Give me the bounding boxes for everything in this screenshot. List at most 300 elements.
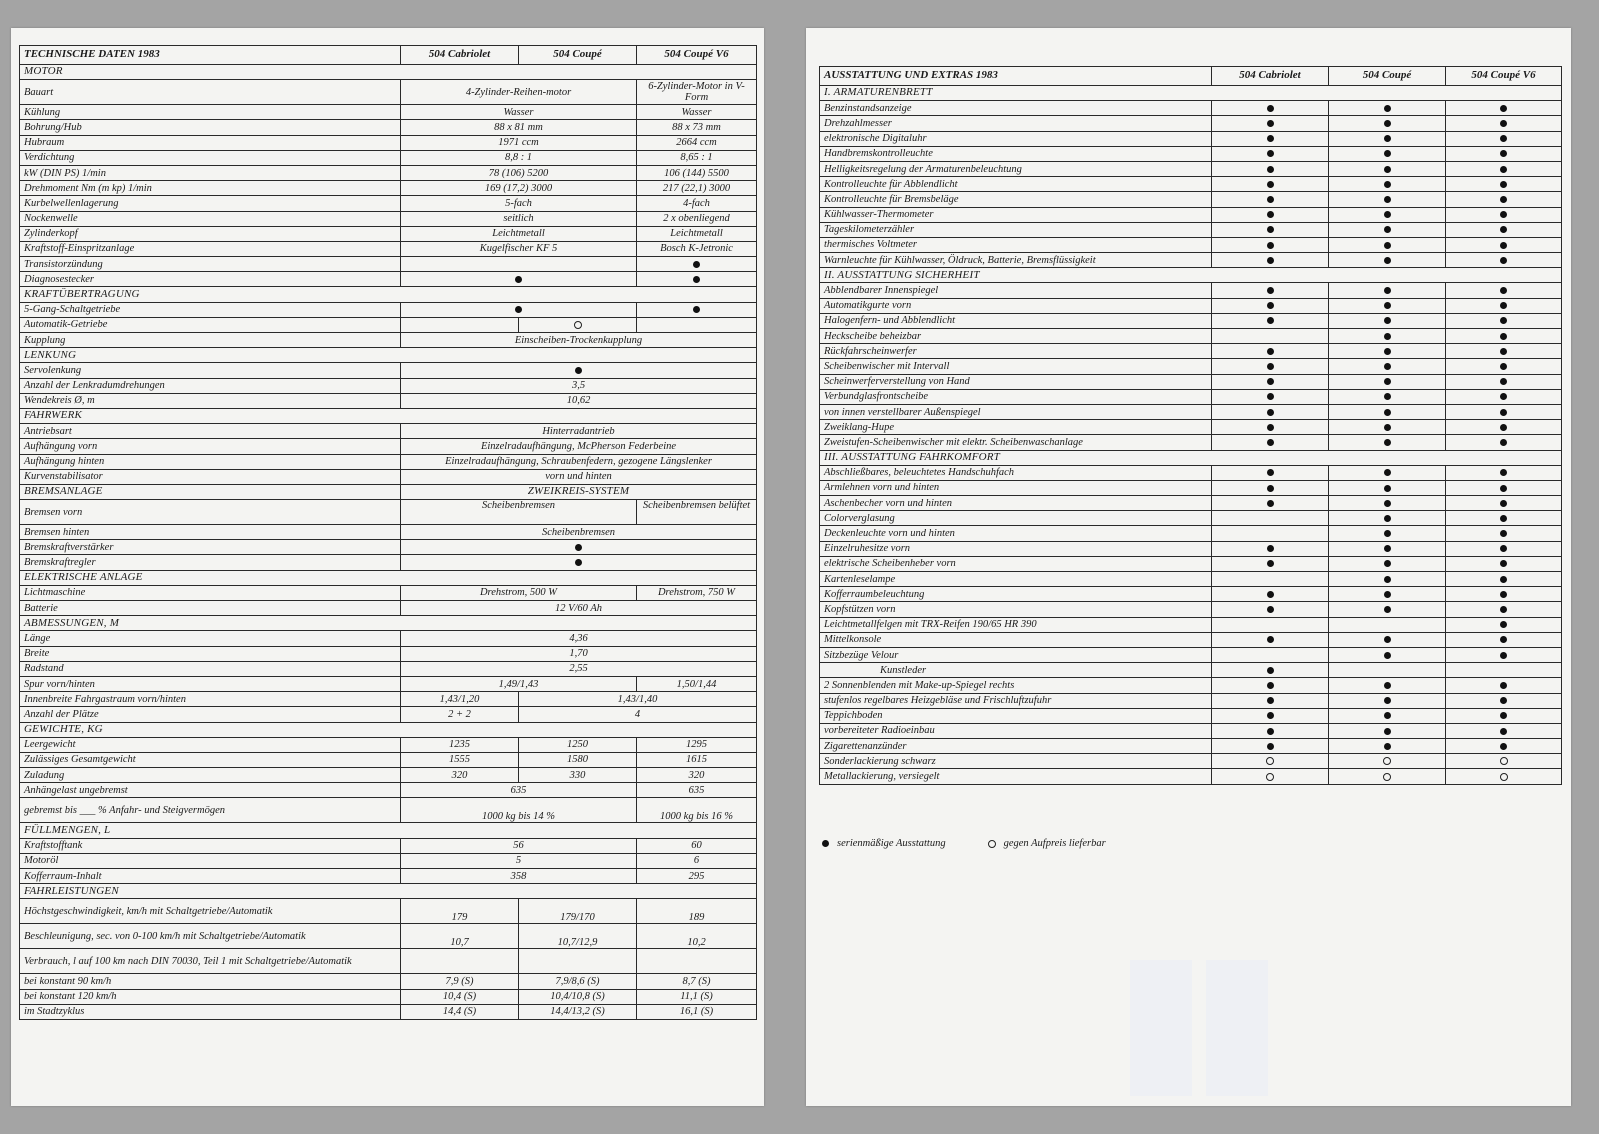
row-label: Tageskilometerzähler — [820, 222, 1212, 237]
filled-dot-icon — [1267, 682, 1274, 689]
filled-dot-icon — [1267, 287, 1274, 294]
value-cell — [1212, 116, 1329, 131]
table-row — [20, 120, 757, 135]
filled-dot-icon — [1500, 211, 1507, 218]
value-cell: 1,43/1,20 — [401, 692, 519, 707]
row-label: von innen verstellbarer Außenspiegel — [820, 404, 1212, 419]
filled-dot-icon — [1500, 105, 1507, 112]
value-cell — [1329, 146, 1446, 161]
filled-dot-icon — [1500, 500, 1507, 507]
filled-dot-icon — [1384, 105, 1391, 112]
filled-dot-icon — [1267, 348, 1274, 355]
value-cell — [1212, 420, 1329, 435]
filled-dot-icon — [1384, 393, 1391, 400]
table-row — [820, 754, 1562, 769]
filled-dot-icon — [1500, 409, 1507, 416]
value-cell — [1446, 389, 1562, 404]
section-title: FAHRWERK — [20, 408, 757, 423]
value-cell: ZWEIKREIS-SYSTEM — [401, 484, 757, 499]
value-cell: Hinterradantrieb — [401, 424, 757, 439]
table-row — [20, 424, 757, 439]
row-label: Drehzahlmesser — [820, 116, 1212, 131]
value-cell — [1212, 253, 1329, 268]
row-label: Benzinstandsanzeige — [820, 101, 1212, 116]
value-cell — [1212, 739, 1329, 754]
value-cell — [1446, 739, 1562, 754]
table-row — [20, 135, 757, 150]
table-row — [820, 207, 1562, 222]
value-cell — [1212, 146, 1329, 161]
table-row — [20, 601, 757, 616]
row-label: Deckenleuchte vorn und hinten — [820, 526, 1212, 541]
table-title: AUSSTATTUNG UND EXTRAS 1983 — [820, 67, 1212, 86]
value-cell: 14,4/13,2 (S) — [519, 1004, 637, 1019]
value-cell: 60 — [637, 838, 757, 853]
filled-dot-icon — [1500, 363, 1507, 370]
row-label: Verbundglasfrontscheibe — [820, 389, 1212, 404]
value-cell — [1446, 207, 1562, 222]
value-cell: 2664 ccm — [637, 135, 757, 150]
value-cell — [1446, 101, 1562, 116]
filled-dot-icon — [1267, 636, 1274, 643]
table-row — [20, 540, 757, 555]
row-label: Helligkeitsregelung der Armaturenbeleuchtung — [820, 161, 1212, 176]
value-cell — [1212, 708, 1329, 723]
table-row — [20, 869, 757, 884]
open-circle-icon — [1500, 773, 1508, 781]
table-row — [20, 333, 757, 348]
value-cell — [1446, 556, 1562, 571]
value-cell — [1329, 678, 1446, 693]
filled-dot-icon — [1267, 545, 1274, 552]
filled-dot-icon — [1384, 560, 1391, 567]
filled-dot-icon — [1267, 591, 1274, 598]
row-label: Kühlwasser-Thermometer — [820, 207, 1212, 222]
section-title: III. AUSSTATTUNG FAHRKOMFORT — [820, 450, 1562, 465]
value-cell: 4-fach — [637, 196, 757, 211]
filled-dot-icon — [1267, 485, 1274, 492]
value-cell — [1329, 480, 1446, 495]
value-cell: seitlich — [401, 211, 637, 226]
value-cell — [1329, 116, 1446, 131]
filled-dot-icon — [693, 276, 700, 283]
section-header-row — [820, 86, 1562, 101]
value-cell: 4-Zylinder-Reihen-motor — [401, 80, 637, 105]
value-cell — [1446, 647, 1562, 662]
row-label: 2 Sonnenblenden mit Make-up-Spiegel rechts — [820, 678, 1212, 693]
value-cell — [637, 317, 757, 332]
value-cell — [1212, 526, 1329, 541]
table-row — [820, 663, 1562, 678]
filled-dot-icon — [1267, 439, 1274, 446]
table-row — [20, 899, 757, 924]
table-row — [20, 525, 757, 540]
row-label: Rückfahrscheinwerfer — [820, 344, 1212, 359]
filled-dot-icon — [1384, 348, 1391, 355]
value-cell — [1329, 161, 1446, 176]
filled-dot-icon — [1267, 393, 1274, 400]
row-label: Leergewicht — [20, 737, 401, 752]
value-cell — [1329, 556, 1446, 571]
value-cell — [1329, 526, 1446, 541]
value-cell — [1329, 617, 1446, 632]
value-cell — [1212, 313, 1329, 328]
value-cell: 320 — [637, 768, 757, 783]
table-row — [20, 924, 757, 949]
value-cell: 1000 kg bis 14 % — [401, 798, 637, 823]
filled-dot-icon — [1500, 515, 1507, 522]
row-label: Zweiklang-Hupe — [820, 420, 1212, 435]
value-cell: 1555 — [401, 752, 519, 767]
value-cell — [1446, 708, 1562, 723]
filled-dot-icon — [1384, 697, 1391, 704]
value-cell — [1446, 116, 1562, 131]
value-cell — [637, 949, 757, 974]
value-cell — [1329, 587, 1446, 602]
value-cell — [1212, 617, 1329, 632]
value-cell: 5 — [401, 853, 637, 868]
row-label: Sitzbezüge Velour — [820, 647, 1212, 662]
filled-dot-icon — [1384, 439, 1391, 446]
row-label: Bremskraftverstärker — [20, 540, 401, 555]
table-row — [20, 798, 757, 823]
value-cell — [637, 272, 757, 287]
equipment-table — [819, 66, 1562, 785]
technical-data-table — [19, 45, 757, 1020]
row-label: Motoröl — [20, 853, 401, 868]
row-label: Metallackierung, versiegelt — [820, 769, 1212, 784]
row-label: 5-Gang-Schaltgetriebe — [20, 302, 401, 317]
value-cell: 179 — [401, 899, 519, 924]
value-cell — [1329, 359, 1446, 374]
table-row — [820, 739, 1562, 754]
column-header: 504 Cabriolet — [401, 46, 519, 65]
table-row — [20, 853, 757, 868]
filled-dot-icon — [1267, 424, 1274, 431]
filled-dot-icon — [1267, 409, 1274, 416]
filled-dot-icon — [1500, 317, 1507, 324]
legend-optional — [988, 838, 1106, 849]
section-header-row — [20, 884, 757, 899]
row-label: Mittelkonsole — [820, 632, 1212, 647]
value-cell: 2 x obenliegend — [637, 211, 757, 226]
value-cell — [1329, 207, 1446, 222]
row-label: elektronische Digitaluhr — [820, 131, 1212, 146]
filled-dot-icon — [1384, 636, 1391, 643]
row-label: Zylinderkopf — [20, 226, 401, 241]
filled-dot-icon — [1384, 712, 1391, 719]
filled-dot-icon — [1267, 150, 1274, 157]
row-label: Höchstgeschwindigkeit, km/h mit Schaltgetriebe/Automatik — [20, 899, 401, 924]
value-cell — [1212, 587, 1329, 602]
filled-dot-icon — [1384, 530, 1391, 537]
row-label: Beschleunigung, sec. von 0-100 km/h mit Schaltgetriebe/Automatik — [20, 924, 401, 949]
row-label: Zulässiges Gesamtgewicht — [20, 752, 401, 767]
filled-dot-icon — [1384, 591, 1391, 598]
row-label: bei konstant 90 km/h — [20, 974, 401, 989]
row-label: Kraftstofftank — [20, 838, 401, 853]
section-header-row — [820, 450, 1562, 465]
row-label: im Stadtzyklus — [20, 1004, 401, 1019]
value-cell: Scheibenbremsen belüftet — [637, 500, 757, 525]
row-label: Kopfstützen vorn — [820, 602, 1212, 617]
filled-dot-icon — [1384, 196, 1391, 203]
legend — [822, 838, 1106, 849]
value-cell: 12 V/60 Ah — [401, 601, 757, 616]
table-row — [820, 435, 1562, 450]
row-label: Colorverglasung — [820, 511, 1212, 526]
filled-dot-icon — [1267, 712, 1274, 719]
open-circle-icon — [1266, 757, 1274, 765]
filled-dot-icon — [1267, 135, 1274, 142]
value-cell: Bosch K-Jetronic — [637, 241, 757, 256]
filled-dot-icon — [1500, 576, 1507, 583]
value-cell — [1329, 344, 1446, 359]
section-header-row — [20, 484, 757, 499]
filled-dot-icon — [1500, 257, 1507, 264]
filled-dot-icon — [1500, 743, 1507, 750]
value-cell — [1212, 496, 1329, 511]
table-row — [20, 393, 757, 408]
table-row — [820, 192, 1562, 207]
value-cell: Drehstrom, 750 W — [637, 585, 757, 600]
filled-dot-icon — [1500, 181, 1507, 188]
table-row — [820, 313, 1562, 328]
value-cell: 3,5 — [401, 378, 757, 393]
value-cell: Wasser — [401, 105, 637, 120]
table-row — [20, 165, 757, 180]
table-row — [20, 378, 757, 393]
row-label: Lichtmaschine — [20, 585, 401, 600]
filled-dot-icon — [1384, 378, 1391, 385]
row-label: Aufhängung hinten — [20, 454, 401, 469]
value-cell — [1329, 313, 1446, 328]
table-row — [820, 237, 1562, 252]
filled-dot-icon — [1384, 682, 1391, 689]
value-cell — [1212, 632, 1329, 647]
value-cell — [1329, 693, 1446, 708]
value-cell: 635 — [401, 783, 637, 798]
section-title: BREMSANLAGE — [20, 484, 401, 499]
section-header-row — [20, 823, 757, 838]
filled-dot-icon — [1384, 166, 1391, 173]
section-title: LENKUNG — [20, 348, 757, 363]
section-title: ELEKTRISCHE ANLAGE — [20, 570, 757, 585]
filled-dot-icon — [1500, 333, 1507, 340]
value-cell: 78 (106) 5200 — [401, 165, 637, 180]
row-label: Antriebsart — [20, 424, 401, 439]
value-cell — [1329, 283, 1446, 298]
filled-dot-icon — [1500, 150, 1507, 157]
row-label: Verbrauch, l auf 100 km nach DIN 70030, Teil 1 mit Schaltgetriebe/Automatik — [20, 949, 401, 974]
row-label: Warnleuchte für Kühlwasser, Öldruck, Batterie, Bremsflüssigkeit — [820, 253, 1212, 268]
filled-dot-icon — [1500, 469, 1507, 476]
table-row — [820, 708, 1562, 723]
value-cell: Einzelradaufhängung, Schraubenfedern, gezogene Längslenker — [401, 454, 757, 469]
value-cell — [1329, 420, 1446, 435]
value-cell: 6 — [637, 853, 757, 868]
value-cell — [1212, 131, 1329, 146]
table-row — [20, 150, 757, 165]
value-cell — [1212, 161, 1329, 176]
value-cell: 4,36 — [401, 631, 757, 646]
value-cell — [1329, 769, 1446, 784]
value-cell — [519, 949, 637, 974]
filled-dot-icon — [1500, 393, 1507, 400]
value-cell: 1971 ccm — [401, 135, 637, 150]
table-row — [20, 707, 757, 722]
value-cell: 1000 kg bis 16 % — [637, 798, 757, 823]
section-title: FAHRLEISTUNGEN — [20, 884, 757, 899]
value-cell — [1446, 723, 1562, 738]
open-circle-icon — [574, 321, 582, 329]
filled-dot-icon — [1267, 378, 1274, 385]
filled-dot-icon — [1267, 211, 1274, 218]
filled-dot-icon — [1267, 181, 1274, 188]
value-cell — [1446, 693, 1562, 708]
value-cell: 1295 — [637, 737, 757, 752]
row-label: Leichtmetallfelgen mit TRX-Reifen 190/65 HR 390 — [820, 617, 1212, 632]
filled-dot-icon — [1267, 120, 1274, 127]
filled-dot-icon — [1500, 485, 1507, 492]
value-cell: vorn und hinten — [401, 469, 757, 484]
value-cell — [1446, 329, 1562, 344]
value-cell: Scheibenbremsen — [401, 525, 757, 540]
value-cell — [1329, 389, 1446, 404]
filled-dot-icon — [1384, 606, 1391, 613]
value-cell — [1212, 344, 1329, 359]
value-cell — [1329, 131, 1446, 146]
table-row — [820, 496, 1562, 511]
table-row — [20, 585, 757, 600]
value-cell: 635 — [637, 783, 757, 798]
table-row — [20, 211, 757, 226]
value-cell — [1212, 602, 1329, 617]
row-label: Kupplung — [20, 333, 401, 348]
filled-dot-icon — [1500, 439, 1507, 446]
value-cell: 4 — [519, 707, 757, 722]
value-cell — [1446, 298, 1562, 313]
filled-dot-icon — [1384, 728, 1391, 735]
filled-dot-icon — [1500, 682, 1507, 689]
value-cell — [1446, 435, 1562, 450]
table-row — [820, 769, 1562, 784]
filled-dot-icon — [1384, 576, 1391, 583]
value-cell — [1446, 587, 1562, 602]
table-row — [20, 302, 757, 317]
section-header-row — [20, 616, 757, 631]
table-row — [820, 693, 1562, 708]
value-cell — [1446, 192, 1562, 207]
value-cell — [1446, 313, 1562, 328]
value-cell — [1329, 572, 1446, 587]
row-label: Radstand — [20, 661, 401, 676]
table-row — [820, 131, 1562, 146]
value-cell — [1446, 146, 1562, 161]
value-cell: Leichtmetall — [637, 226, 757, 241]
filled-dot-icon — [1500, 606, 1507, 613]
value-cell: 106 (144) 5500 — [637, 165, 757, 180]
value-cell: 88 x 81 mm — [401, 120, 637, 135]
value-cell: Einzelradaufhängung, McPherson Federbeine — [401, 439, 757, 454]
filled-dot-icon — [1500, 545, 1507, 552]
table-row — [20, 80, 757, 105]
value-cell — [1329, 754, 1446, 769]
filled-dot-icon — [1267, 560, 1274, 567]
table-row — [20, 752, 757, 767]
value-cell — [637, 302, 757, 317]
section-header-row — [20, 570, 757, 585]
faint-print-block — [1130, 960, 1192, 1096]
filled-dot-icon — [1267, 196, 1274, 203]
table-row — [20, 646, 757, 661]
filled-dot-icon — [1500, 560, 1507, 567]
value-cell — [1329, 496, 1446, 511]
table-row — [20, 317, 757, 332]
value-cell — [1329, 541, 1446, 556]
value-cell — [1446, 541, 1562, 556]
filled-dot-icon — [1267, 302, 1274, 309]
value-cell — [1446, 359, 1562, 374]
value-cell — [1212, 465, 1329, 480]
value-cell: 1,50/1,44 — [637, 676, 757, 691]
value-cell — [1212, 556, 1329, 571]
row-label: Sonderlackierung schwarz — [820, 754, 1212, 769]
table-row — [820, 617, 1562, 632]
table-row — [20, 768, 757, 783]
table-row — [820, 480, 1562, 495]
table-row — [20, 949, 757, 974]
filled-dot-icon — [1267, 697, 1274, 704]
row-label: Diagnosestecker — [20, 272, 401, 287]
value-cell: 1615 — [637, 752, 757, 767]
filled-dot-icon — [1267, 728, 1274, 735]
value-cell: 5-fach — [401, 196, 637, 211]
filled-dot-icon — [1500, 378, 1507, 385]
value-cell — [1329, 374, 1446, 389]
value-cell — [1329, 511, 1446, 526]
right-page — [806, 28, 1571, 1106]
legend-standard — [822, 838, 946, 849]
table-row — [820, 632, 1562, 647]
value-cell — [401, 317, 519, 332]
value-cell: 10,2 — [637, 924, 757, 949]
row-label: Abschließbares, beleuchtetes Handschuhfach — [820, 465, 1212, 480]
section-title: I. ARMATURENBRETT — [820, 86, 1562, 101]
row-label: Kraftstoff-Einspritzanlage — [20, 241, 401, 256]
left-page — [11, 28, 764, 1106]
value-cell: 6-Zylinder-Motor in V-Form — [637, 80, 757, 105]
filled-dot-icon — [1500, 348, 1507, 355]
row-label: bei konstant 120 km/h — [20, 989, 401, 1004]
value-cell: 14,4 (S) — [401, 1004, 519, 1019]
value-cell — [1446, 602, 1562, 617]
table-row — [820, 572, 1562, 587]
table-row — [20, 363, 757, 378]
filled-dot-icon — [822, 840, 829, 847]
value-cell: 1580 — [519, 752, 637, 767]
table-row — [820, 283, 1562, 298]
column-header: 504 Coupé V6 — [1446, 67, 1562, 86]
row-label: Kühlung — [20, 105, 401, 120]
filled-dot-icon — [1500, 242, 1507, 249]
filled-dot-icon — [1384, 545, 1391, 552]
value-cell — [1329, 404, 1446, 419]
column-header: 504 Coupé V6 — [637, 46, 757, 65]
filled-dot-icon — [1500, 530, 1507, 537]
table-row — [820, 723, 1562, 738]
row-label: vorbereiteter Radioeinbau — [820, 723, 1212, 738]
